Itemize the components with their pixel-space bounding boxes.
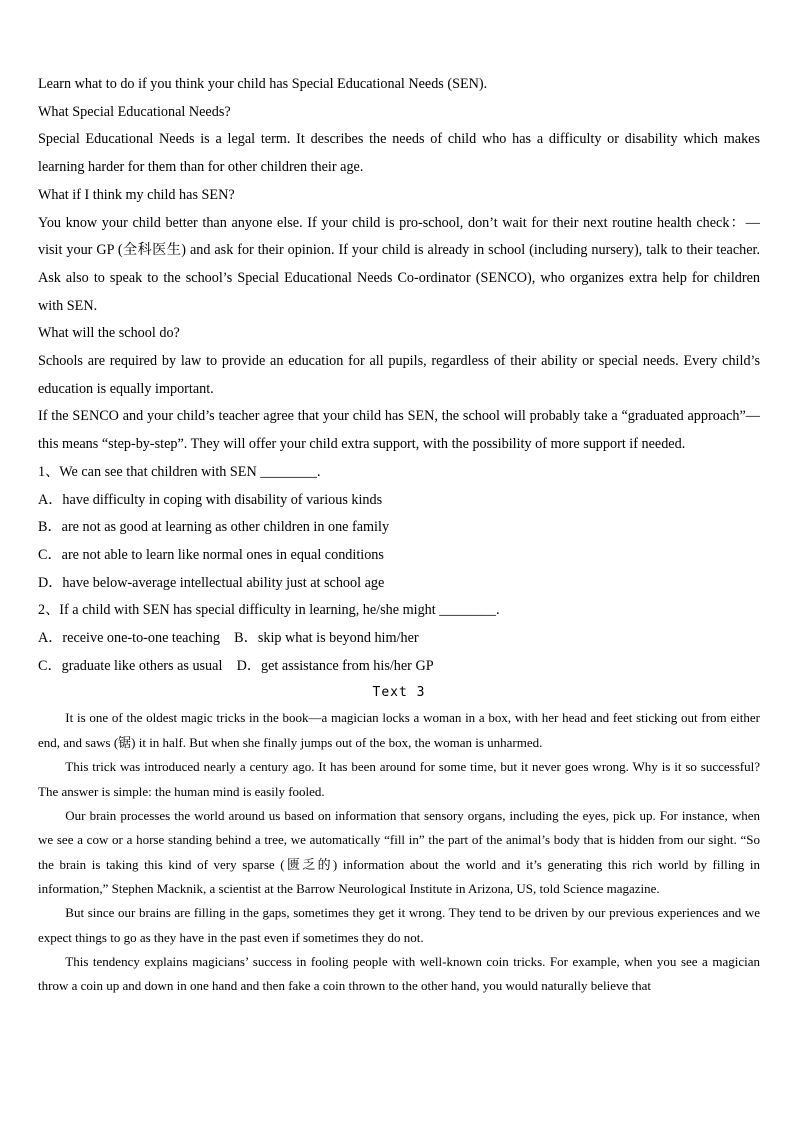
passage-heading-what-sen: What Special Educational Needs? — [38, 103, 231, 120]
passage-paragraph-schools: Schools are required by law to provide an education for all pupils, regardless of their ability or special needs. Every child’s education is equally important. — [38, 353, 760, 397]
question-1-option-b: B．are not as good at learning as other children in one family — [38, 519, 390, 536]
text3-paragraph-brain-fill-in: Our brain processes the world around us based on information that sensory organs, including the eyes, pick up. For instance, when we see a cow or a horse standing behind a tree, we automatically “fill in” the part of the animal’s body that is hidden from our sight. “So the brain is taking this kind of very sparse (匮乏的) information about the world and it’s generating this rich world by filling in information,” Stephen Macknik, a scientist at the Barrow Neurological Institute in Arizona, US, told Science magazine. — [38, 807, 760, 896]
question-2-stem: 2、If a child with SEN has special difficulty in learning, he/she might ________. — [38, 602, 500, 619]
questions-section — [38, 459, 760, 681]
passage-paragraph-senco: If the SENCO and your child’s teacher agree that your child has SEN, the school will probably take a “graduated approach”—this means “step-by-step”. They will offer your child extra support, with the possibility of more support if needed. — [38, 408, 760, 453]
text3-paragraph-coin-tricks: This tendency explains magicians’ success in fooling people with well-known coin tricks. For example, when you see a magician throw a coin up and down in one hand and then fake a coin thrown to the other hand, you would naturally believe that — [38, 953, 760, 994]
question-2-options-ab: A．receive one-to-one teaching B．skip what is beyond him/her — [38, 630, 419, 647]
text3-paragraph-brain-wrong: But since our brains are filling in the gaps, sometimes they get it wrong. They tend to be driven by our previous experiences and we expect things to go as they have in the past even if sometimes they do not. — [38, 905, 760, 945]
question-1-option-d: D．have below-average intellectual ability just at school age — [38, 574, 385, 591]
question-1-option-c: C．are not able to learn like normal ones in equal conditions — [38, 546, 384, 563]
question-2-options-cd: C．graduate like others as usual D．get assistance from his/her GP — [38, 657, 434, 674]
question-1-stem: 1、We can see that children with SEN ________. — [38, 463, 321, 480]
passage-intro-line: Learn what to do if you think your child has Special Educational Needs (SEN). — [38, 76, 488, 92]
sen-passage — [38, 71, 760, 459]
passage-paragraph-definition: Special Educational Needs is a legal term. It describes the needs of child who has a difficulty or disability which makes learning harder for them than for other children their age. — [38, 131, 760, 176]
text3-paragraph-magic-trick: It is one of the oldest magic tricks in the book—a magician locks a woman in a box, with her head and feet sticking out from either end, and saws (锯) it in half. But when she finally jumps out of the box, the woman is unharmed. — [38, 710, 760, 750]
passage-heading-school-do: What will the school do? — [38, 325, 180, 342]
passage-heading-think-sen: What if I think my child has SEN? — [38, 186, 235, 203]
text3-paragraph-trick-history: This trick was introduced nearly a century ago. It has been around for some time, but it never goes wrong. Why is it so successful? The answer is simple: the human mind is easily fooled. — [38, 759, 760, 799]
question-1-option-a: A．have difficulty in coping with disability of various kinds — [38, 491, 383, 508]
passage-paragraph-advice: You know your child better than anyone else. If your child is pro-school, don’t wait for their next routine health check：—visit your GP (全科医生) and ask for their opinion. If your child is already in school (including nursery), talk to their teacher. Ask also to speak to the school’s Special Educational Needs Co-ordinator (SENCO), who organizes extra help for children with SEN. — [38, 214, 760, 314]
text3-section — [38, 680, 760, 998]
text3-heading: Text 3 — [372, 685, 426, 701]
